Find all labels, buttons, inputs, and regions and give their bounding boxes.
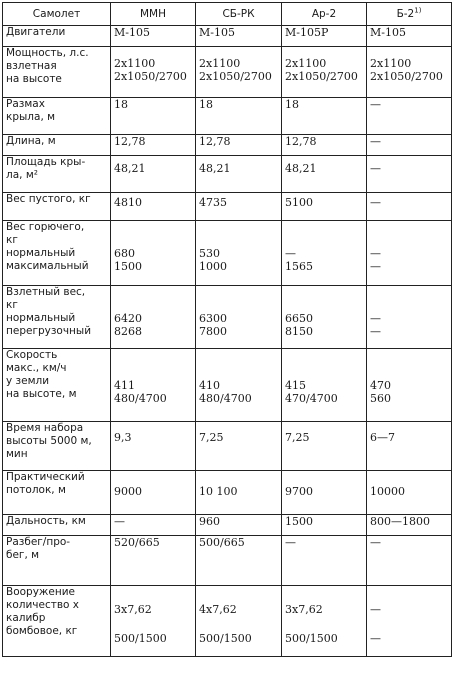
value-line: 3х7,62 [114,603,152,616]
value-cell [196,422,282,471]
value-line: 7,25 [199,431,224,444]
value-line: 480/4700 [199,392,252,405]
header-col-b-2 [367,3,452,26]
value-cell [282,221,367,286]
value-cell [111,98,196,135]
value-line: 2х1050/2700 [370,70,443,83]
value-line: — [285,536,296,549]
value-cell [367,135,452,156]
value-cell [367,193,452,221]
param-cell [3,536,111,586]
param-cell [3,422,111,471]
param-line: калибр [6,612,46,624]
value-cell [196,536,282,586]
value-cell [282,26,367,47]
spec-row [3,98,452,135]
value-cell [367,515,452,536]
value-line: 470 [370,379,391,392]
value-line: 48,21 [285,162,317,175]
param-line: Время набора [6,422,84,434]
value-cell [282,471,367,515]
param-line: Мощность, л.с. [6,47,89,59]
value-cell [196,47,282,98]
param-line: максимальный [6,260,89,272]
param-cell [3,193,111,221]
value-line: 500/1500 [199,632,252,645]
param-line: кг [6,234,18,246]
spec-row [3,471,452,515]
value-cell [367,536,452,586]
value-line: — [370,196,381,209]
value-line: 7800 [199,325,227,338]
value-line: 4х7,62 [199,603,237,616]
param-line: потолок, м [6,484,66,496]
value-cell [282,98,367,135]
value-line: 8150 [285,325,313,338]
spec-row [3,515,452,536]
param-line: Вес горючего, [6,221,85,233]
spec-row [3,221,452,286]
value-line: 4735 [199,196,227,209]
value-line: 500/1500 [285,632,338,645]
value-line: — [370,247,381,260]
value-cell [196,286,282,349]
value-cell [282,586,367,657]
value-cell [111,156,196,193]
value-line: 2х1100 [199,57,241,70]
value-cell [367,156,452,193]
value-line: 18 [114,98,128,111]
value-line: — [370,260,381,273]
value-cell [282,515,367,536]
param-line: Дальность, км [6,515,86,527]
value-cell [111,26,196,47]
param-line: нормальный [6,247,76,259]
spec-row [3,26,452,47]
value-line: 1565 [285,260,313,273]
spec-row [3,286,452,349]
value-line: 3х7,62 [285,603,323,616]
value-line: 2х1100 [114,57,156,70]
value-line: — [285,247,296,260]
value-cell [282,422,367,471]
value-line: 520/665 [114,536,160,549]
value-line: 2х1050/2700 [199,70,272,83]
param-cell [3,47,111,98]
value-cell [367,286,452,349]
param-line: Вооружение [6,586,75,598]
value-line: 48,21 [199,162,231,175]
value-line: — [370,536,381,549]
value-line: М-105 [370,26,406,39]
value-line: 6650 [285,312,313,325]
value-line: 8268 [114,325,142,338]
header-param: Самолет [3,3,111,26]
spec-row [3,47,452,98]
value-cell [367,471,452,515]
param-cell [3,515,111,536]
value-cell [367,26,452,47]
value-cell [367,422,452,471]
value-cell [367,586,452,657]
value-cell [196,471,282,515]
value-line: 9,3 [114,431,132,444]
param-line: мин [6,448,28,460]
value-line: — [370,603,381,616]
value-line: 18 [285,98,299,111]
value-cell [111,286,196,349]
footnote-mark: 1) [414,6,422,14]
param-cell [3,26,111,47]
value-line: 12,78 [199,135,231,148]
param-cell [3,286,111,349]
value-line: 4810 [114,196,142,209]
param-line: кг [6,299,18,311]
value-line: 2х1050/2700 [114,70,187,83]
header-col-b-2-label: Б-2 [396,7,415,20]
header-col-sb-rk: СБ-РК [196,3,282,26]
spec-row [3,536,452,586]
value-line: — [370,632,381,645]
param-line: Скорость [6,349,58,361]
value-cell [111,536,196,586]
param-cell [3,135,111,156]
value-line: 2х1050/2700 [285,70,358,83]
value-cell [196,515,282,536]
value-cell [282,47,367,98]
value-line: 10000 [370,485,405,498]
value-cell [282,536,367,586]
value-cell [111,515,196,536]
value-line: 2х1100 [370,57,412,70]
value-line: 10 100 [199,485,238,498]
value-cell [111,586,196,657]
value-line: 480/4700 [114,392,167,405]
value-cell [111,221,196,286]
value-cell [282,286,367,349]
param-line: у земли [6,375,50,387]
value-cell [282,156,367,193]
value-line: 6420 [114,312,142,325]
param-cell [3,156,111,193]
value-cell [196,193,282,221]
value-line: — [370,312,381,325]
value-line: — [114,515,125,528]
value-line: 7,25 [285,431,310,444]
value-line: 1000 [199,260,227,273]
value-cell [111,349,196,422]
param-line: на высоте [6,73,62,85]
param-line: высоты 5000 м, [6,435,92,447]
aircraft-spec-table [2,2,452,657]
param-line: Вес пустого, кг [6,193,91,205]
value-cell [196,135,282,156]
value-line: 1500 [114,260,142,273]
spec-body [3,26,452,657]
param-line: Практический [6,471,85,483]
param-line: крыла, м [6,111,56,123]
value-cell [196,586,282,657]
value-cell [196,156,282,193]
spec-row [3,193,452,221]
param-line: Размах [6,98,45,110]
value-line: 9000 [114,485,142,498]
param-line: бег, м [6,549,40,561]
value-line: 6—7 [370,431,395,444]
param-line: бомбовое, кг [6,625,78,637]
value-cell [111,47,196,98]
param-line: количество х [6,599,80,611]
param-line: Разбег/про- [6,536,71,548]
value-cell [196,221,282,286]
value-line: 6300 [199,312,227,325]
param-line: Площадь кры- [6,156,86,168]
value-cell [367,98,452,135]
value-line: 9700 [285,485,313,498]
value-cell [282,193,367,221]
value-line: М-105 [199,26,235,39]
param-line: взлетная [6,60,57,72]
value-line: 48,21 [114,162,146,175]
value-cell [111,422,196,471]
value-cell [111,471,196,515]
value-line: 18 [199,98,213,111]
param-line: нормальный [6,312,76,324]
param-line: Двигатели [6,26,66,38]
header-col-mmn: ММН [111,3,196,26]
value-line: 960 [199,515,220,528]
param-cell [3,221,111,286]
value-line: — [370,98,381,111]
value-line: М-105Р [285,26,329,39]
value-line: 1500 [285,515,313,528]
value-cell [282,349,367,422]
value-line: 415 [285,379,306,392]
spec-row [3,349,452,422]
header-row [3,3,452,26]
spec-row [3,422,452,471]
value-line: 680 [114,247,135,260]
value-cell [196,349,282,422]
value-cell [367,47,452,98]
param-cell [3,98,111,135]
value-line: — [370,135,381,148]
param-cell [3,586,111,657]
value-cell [111,135,196,156]
value-line: — [370,162,381,175]
param-line: Длина, м [6,135,56,147]
value-line: 5100 [285,196,313,209]
value-line: 411 [114,379,135,392]
value-cell [111,193,196,221]
param-cell [3,349,111,422]
value-line: 410 [199,379,220,392]
value-line: 530 [199,247,220,260]
value-cell [282,135,367,156]
value-line: М-105 [114,26,150,39]
param-line: Взлетный вес, [6,286,86,298]
value-cell [367,349,452,422]
value-line: — [370,325,381,338]
param-cell [3,471,111,515]
value-line: 2х1100 [285,57,327,70]
value-cell [367,221,452,286]
param-line: макс., км/ч [6,362,67,374]
param-line: ла, м² [6,169,38,181]
value-line: 12,78 [285,135,317,148]
spec-row [3,586,452,657]
value-line: 500/665 [199,536,245,549]
value-line: 470/4700 [285,392,338,405]
spec-row [3,135,452,156]
value-cell [196,98,282,135]
value-line: 500/1500 [114,632,167,645]
value-line: 800—1800 [370,515,430,528]
param-line: перегрузочный [6,325,92,337]
value-line: 560 [370,392,391,405]
value-line: 12,78 [114,135,146,148]
header-col-ar-2: Ар-2 [282,3,367,26]
spec-row [3,156,452,193]
value-cell [196,26,282,47]
param-line: на высоте, м [6,388,77,400]
